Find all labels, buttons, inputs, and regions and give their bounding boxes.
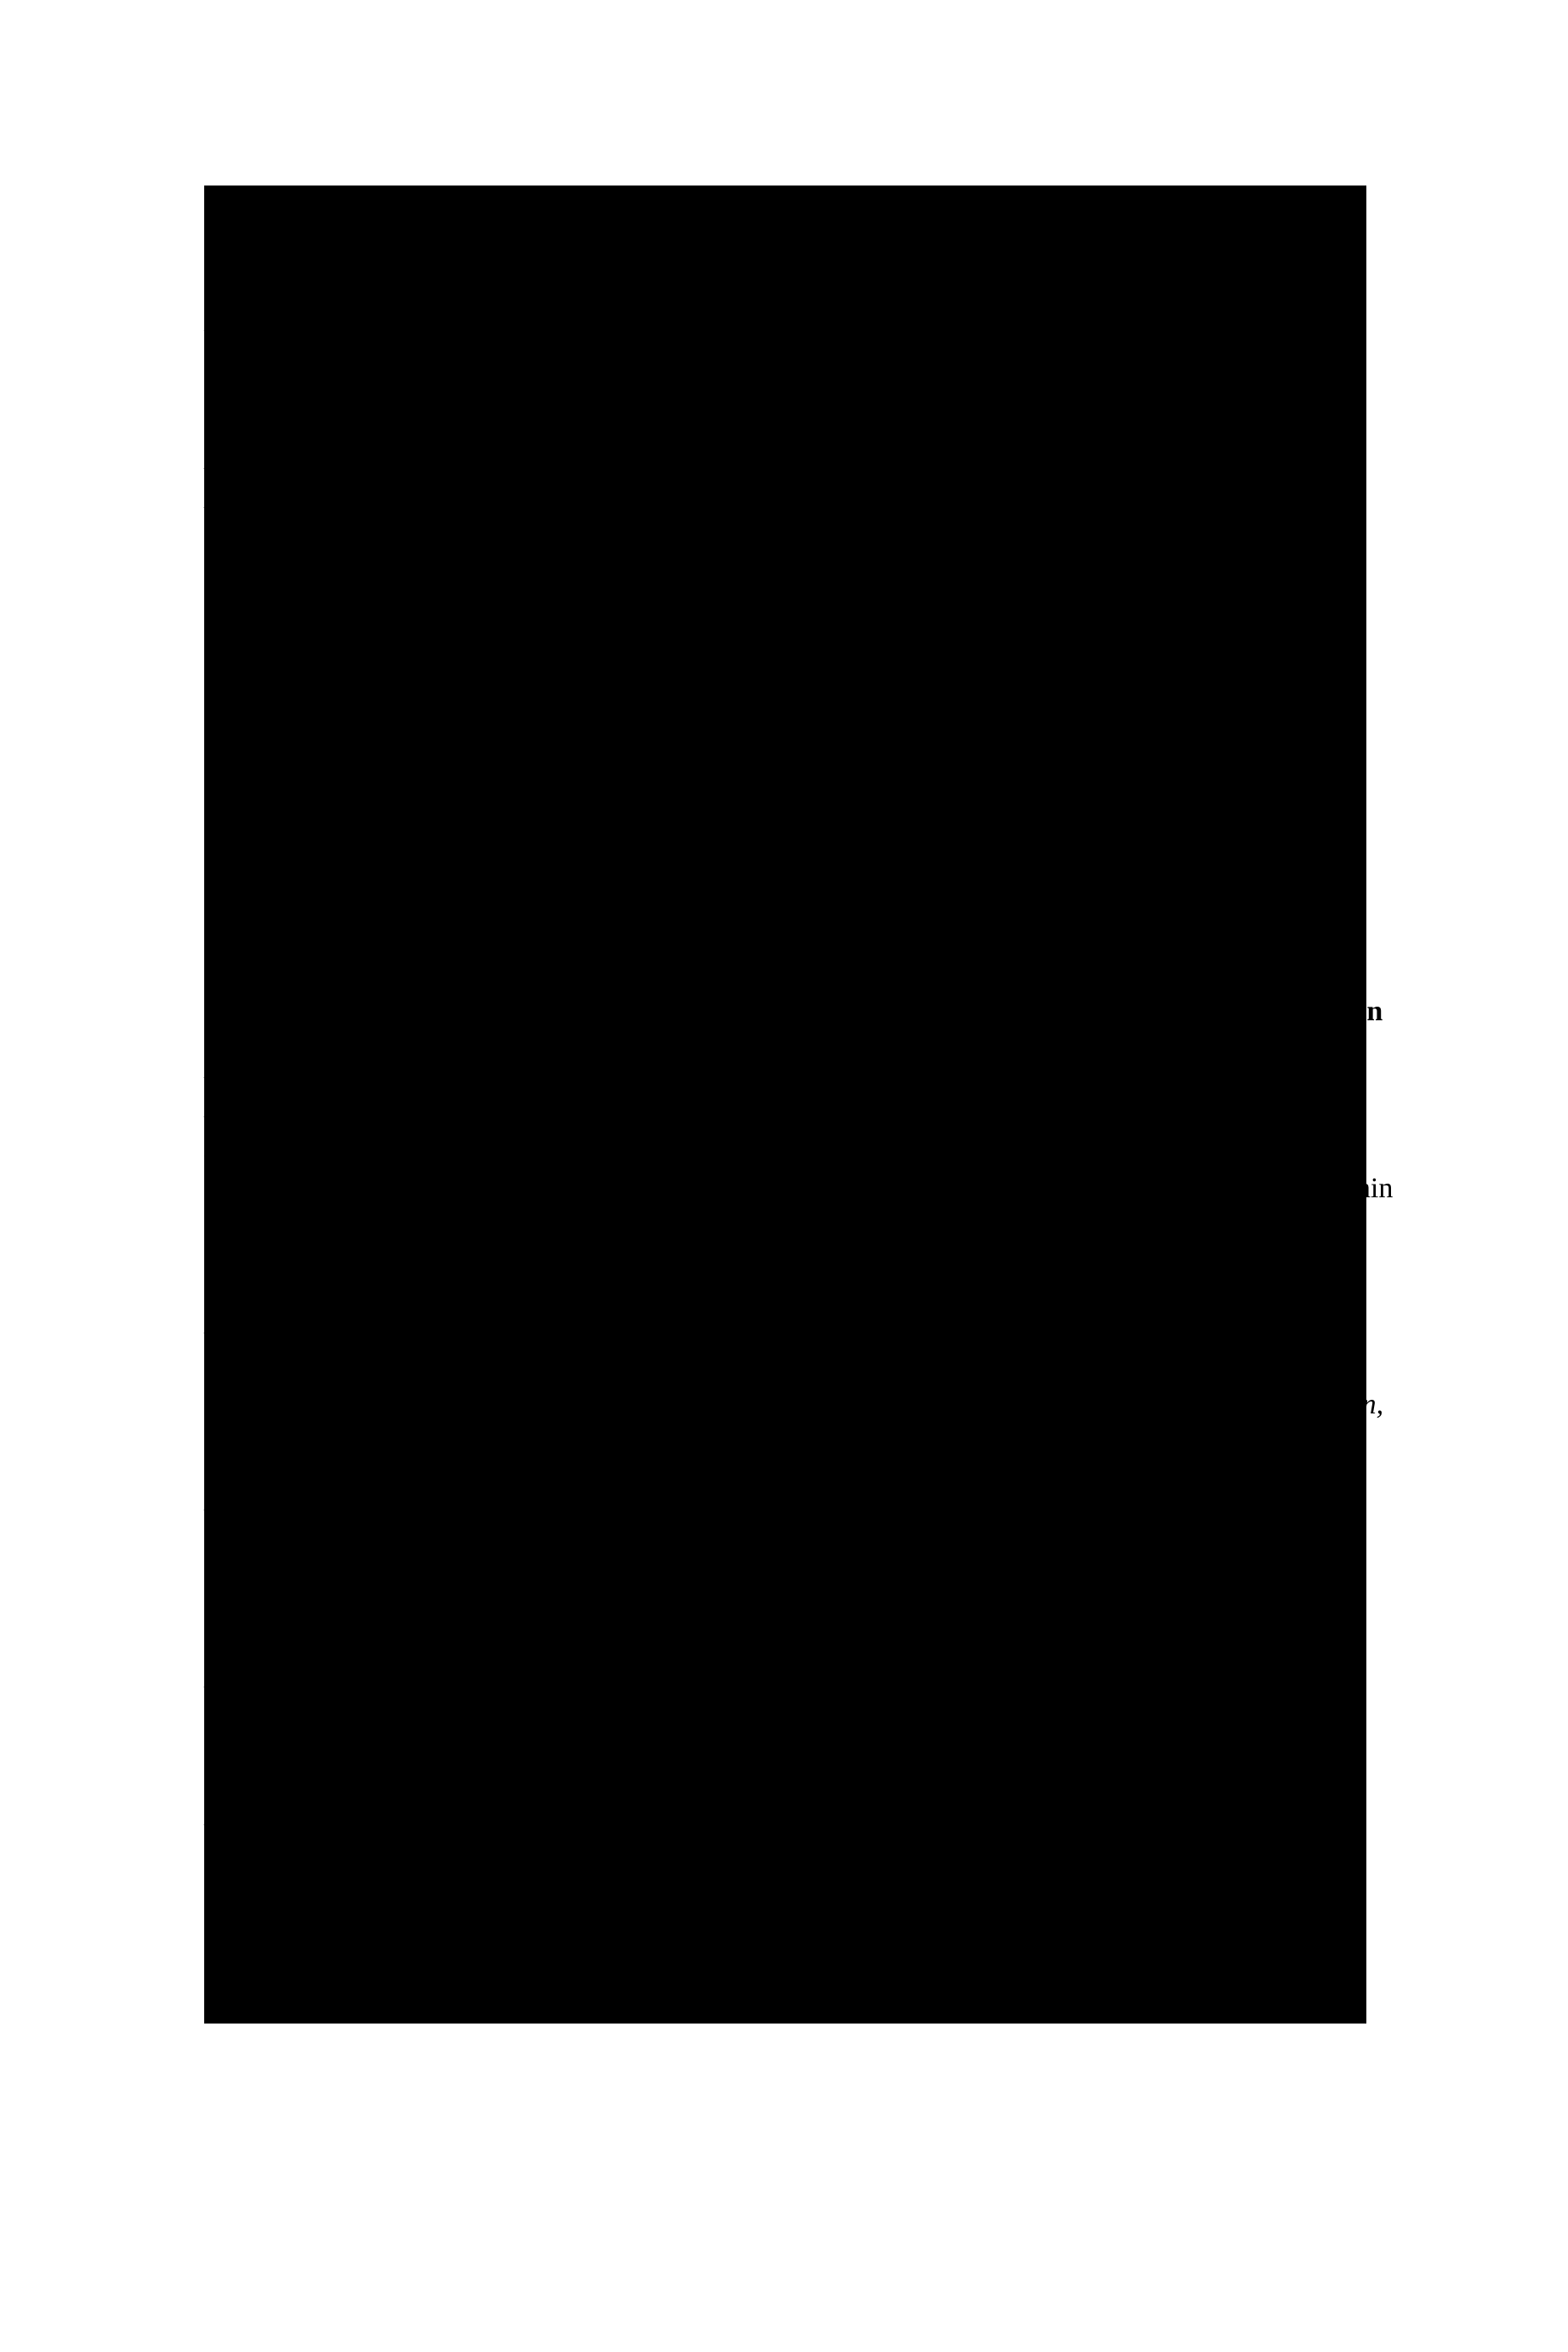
entry-author: József Böröcz (807, 1605, 967, 1636)
series-entry (204, 716, 791, 912)
series-entry (807, 1130, 1394, 1287)
entry-subtitle: The Totality of Relationships (204, 1624, 542, 1655)
series-entry (204, 539, 791, 696)
entry-title: 51 Women and British Party Politics (807, 366, 1258, 397)
entry-author: Edited by Catherine Moury and Luís de Sousa (807, 936, 1343, 968)
entry-subtitle: From victims of integration to competitive actors? (204, 1447, 786, 1478)
entry-subtitle: Forging a Global Europe (204, 1761, 493, 1793)
entry-subtitle: Europe’s new foreign policy challenge (807, 720, 1254, 751)
entry-title: 59 Citizenship and Collective Identity in Europe (807, 1664, 1303, 1735)
entry-subtitle: A past and future history (807, 1035, 1094, 1066)
entry-author: Ireneusz Pawel Karolewski (807, 1743, 1122, 1774)
entry-author: Edited by Sven Biscop and Jan Joel Andersson (204, 1801, 746, 1832)
entry-title: 47 National Parliaments within the Enlarged European Union (204, 1368, 756, 1439)
entry-title: 45 The Europeanization of National Political Parties (204, 936, 754, 1007)
entry-title: 48 Britain, Ireland and Northern Ireland since 1980 (204, 1545, 778, 1616)
series-entry (204, 1719, 791, 1836)
series-entry (204, 1542, 791, 1698)
entry-title: 54 Institutional Challenges in Post-Constitutional Europe (807, 819, 1240, 889)
series-entry (204, 186, 791, 342)
right-column (807, 186, 1394, 1799)
entry-subtitle: Dynamics of choice, duties and participation in a changing Europe (204, 1230, 772, 1301)
series-entry (204, 1365, 791, 1521)
entry-title: 46 Citizenship in Nordic Welfare States (204, 1191, 690, 1223)
series-entry (204, 363, 791, 519)
entry-author: Richard Youngs (807, 759, 989, 791)
entry-author: Edited by John O’Brennan and Tapio Raunio (204, 1486, 728, 1517)
entry-subtitle: A critical geopolitical-economic analysis (807, 1566, 1281, 1597)
entry-subtitle: An Implementation Perspective (807, 228, 1174, 260)
entry-title: 44 Policy Transfer in European Union Governance (204, 720, 673, 791)
entry-title: 55 The Struggle for the European Constitution (807, 996, 1383, 1027)
entry-subtitle: At the heart of Europe? (204, 267, 476, 299)
series-entry (807, 1307, 1394, 1464)
entry-subtitle: Power and organizational adaptation (204, 1014, 627, 1046)
entry-subtitle: Cross-pillar politics and the social construction of sovereignty (204, 582, 781, 653)
entry-author: Eamonn O’Kane (204, 1663, 400, 1694)
entry-author: Stephan Stetter (204, 660, 380, 692)
entry-title: 57 The Illusion of Accountability in the European Union (807, 1310, 1288, 1381)
entry-subtitle: Hiring and firing (807, 582, 1004, 614)
entry-title: 50 European Security and Defence Policy (807, 189, 1318, 220)
entry-author: Michael O’Neill (807, 1074, 996, 1105)
entry-author: Edited by Sverker Gustavsson, Christer Karlsson, and Thomas Persson (807, 1389, 1384, 1459)
entry-author: Edited by Michael Merlingen and Rasa Ostrauskaitė (807, 267, 1263, 338)
entry-title: 53 Energy Security (807, 681, 1044, 712)
entry-subtitle: Governing change (807, 897, 1021, 928)
entry-author: Edited by Paul G. Nixon and Vassiliki N. Koutrakou (204, 444, 676, 515)
entry-title: 41 The Conservative Party and European Integration since 1945 (204, 189, 717, 260)
series-entry (807, 815, 1394, 972)
entry-title: 52 The Selection of Ministers in Europe (807, 543, 1295, 574)
series-entry (204, 933, 791, 1167)
entry-title: 56 Transnational Labour Solidarity (807, 1133, 1246, 1165)
entry-author: Sarah Childs (807, 483, 960, 515)
series-entry (807, 677, 1394, 795)
entry-subtitle: Re-booting the state (204, 405, 437, 437)
entry-subtitle: Descriptive, substantive and symbolic representation (807, 405, 1248, 476)
series-entry (807, 539, 1394, 657)
entry-author: N.J. Crowson (204, 306, 362, 338)
series-entry (807, 992, 1394, 1110)
series-entry (204, 1188, 791, 1344)
entry-title: 43 EU Foreign and Interior Policies (204, 543, 643, 574)
entry-subtitle: Mechanisms of commitment to cooperation within the European trade union movement (807, 1173, 1394, 1243)
entry-author: Edited by Bjørn Hvinden and Håkan Johansson (204, 1309, 757, 1340)
series-entry (807, 363, 1394, 519)
book-series-list (204, 186, 1394, 2024)
entry-author: Edited by Thomas Poguntke, Nicholas Aylott, Elisabeth Carter, Robert Ladrech and Kurt Richard Luther (204, 1053, 729, 1163)
entry-title: 42 E-Government in Europe (204, 366, 556, 397)
left-column (204, 186, 791, 1857)
series-entry (807, 1661, 1394, 1778)
series-entry (807, 186, 1394, 342)
entry-author: Edited by Keith Dowding and Patrick Dumont (807, 621, 1344, 653)
entry-subtitle: Regulating the utilities (204, 798, 468, 830)
entry-author: Katarzyna Gajewska (807, 1251, 1050, 1282)
entry-author: Simon Bulmer, David Dolowitz, Peter Humphreys and Stephen Padgett (204, 837, 779, 908)
entry-title: 58 The European Union and Global Social Change (807, 1487, 1329, 1558)
series-entry (807, 1484, 1394, 1641)
entry-title: 49 The EU and the European Security Strategy (204, 1722, 786, 1754)
